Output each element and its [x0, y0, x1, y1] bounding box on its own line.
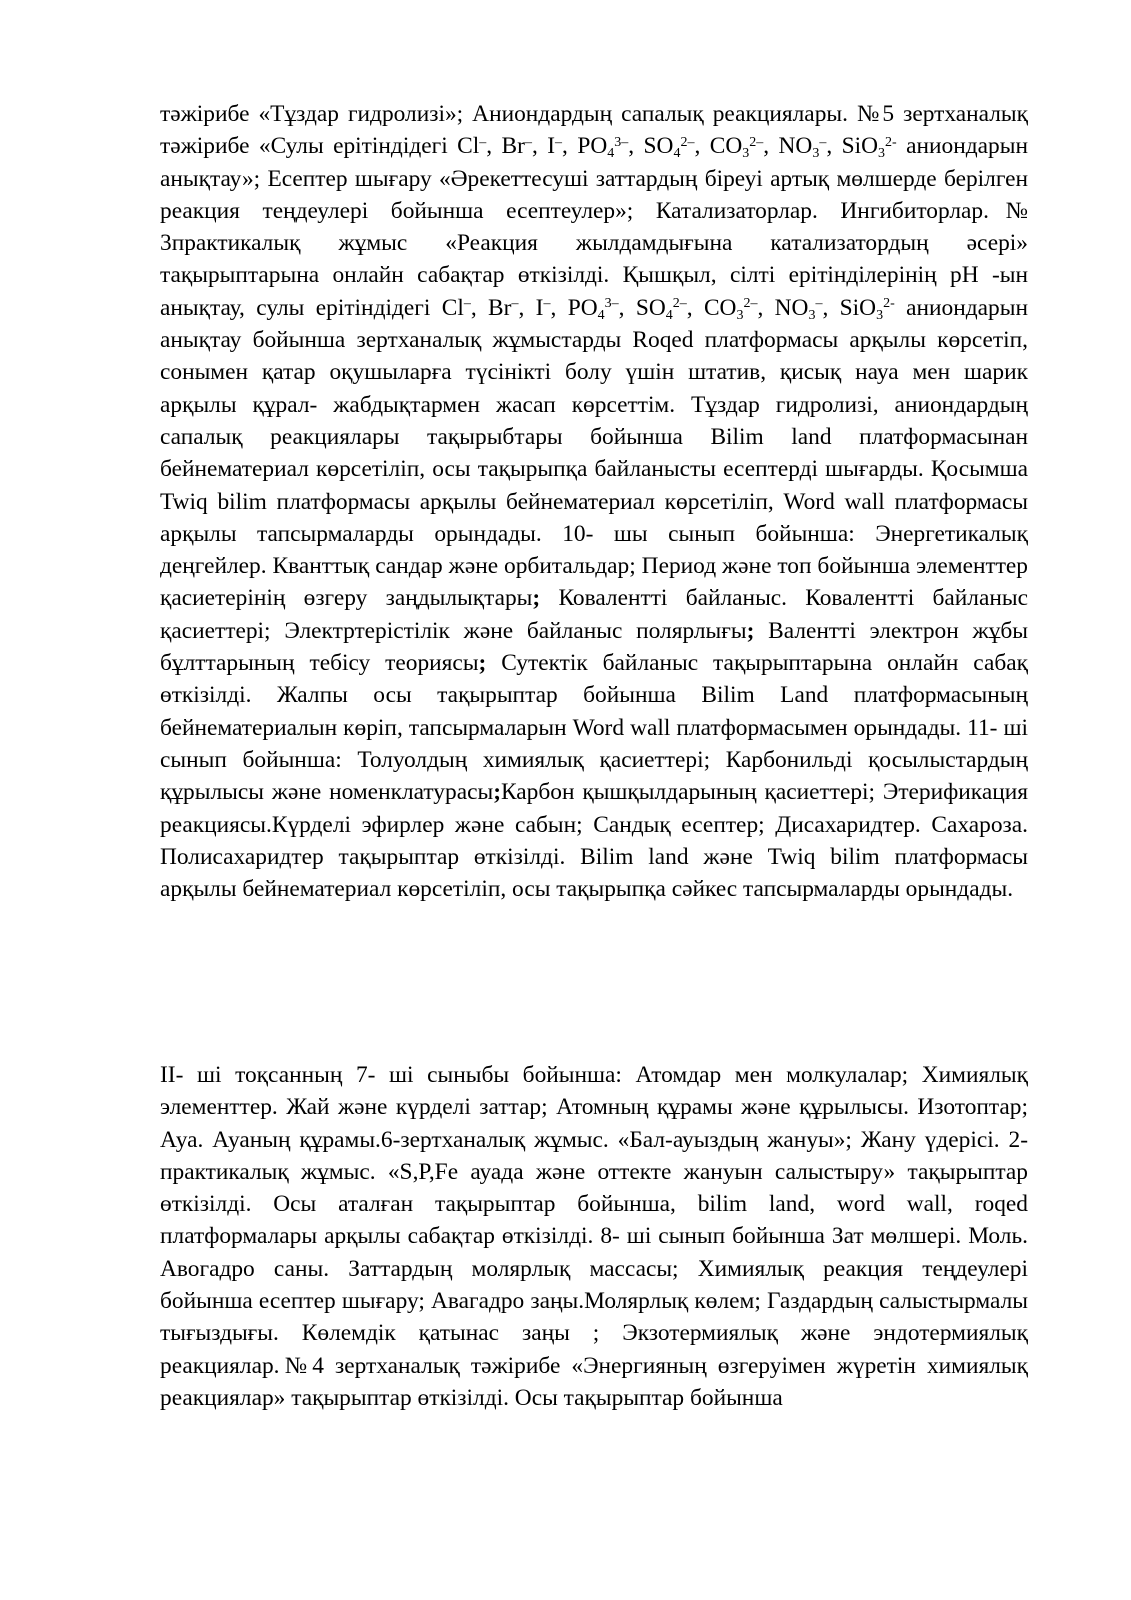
- text-segment: , PO: [550, 294, 598, 321]
- ion-subscript: 3: [742, 146, 750, 162]
- ion-charge: 2–: [680, 134, 695, 150]
- text-segment: , NO: [757, 294, 809, 321]
- ion-charge: 3–: [604, 296, 619, 312]
- ion-subscript: 3: [808, 307, 816, 323]
- text-segment: Сутектік байланыс тақырыптарына онлайн сабақ өткізілді. Жалпы осы тақырыптар бойынша Bilim Land платформасының бейнематериалын көріп, тапсырмаларын Word wall платформасымен орындады. 11- ші сынып бойынша: Толуолдың химиялық қасиеттері; Карбонильді қосылыстардың құрылысы және номенклатурасы: [160, 650, 1028, 806]
- text-segment: , SiO: [826, 133, 879, 160]
- ion-charge: 2–: [749, 134, 764, 150]
- text-segment: Ковалентті байланыс. Ковалентті байланыс қасиеттері; Электртерістілік және байланыс полярлығы: [160, 585, 1028, 644]
- ion-charge: –: [479, 134, 487, 150]
- text-segment: , PO: [562, 133, 608, 160]
- ion-charge: 2–: [743, 296, 758, 312]
- text-segment: , SiO: [822, 294, 877, 321]
- ion-subscript: 3: [878, 146, 886, 162]
- text-segment: , CO: [694, 133, 743, 160]
- ion-charge: –: [463, 296, 471, 312]
- ion-charge: 3–: [614, 134, 629, 150]
- ion-charge: –: [555, 134, 563, 150]
- text-segment: аниондарын анықтау бойынша зертханалық жұмыстарды Roqed платформасы арқылы көрсетіп, сонымен қатар оқушыларға түсінікті болу үшін штатив, қисық науа мен шарик арқылы құрал- жабдықтармен жасап көрсеттім. Тұздар гидролизі, аниондардың сапалық реакциялары тақырыбтары бойынша Bilim land платформасынан бейнематериал көрсетіліп, осы тақырыпқа байланысты есептерді шығарды. Қосымша Twiq bilim платформасы арқылы бейнематериал көрсетіліп, Word wall платформасы арқылы тапсырмаларды орындады. 10- шы сынып бойынша: Энергетикалық деңгейлер. Кванттық сандар және орбитальдар; Период және топ бойынша элементтер қасиетерінің өзгеру заңдылықтары: [160, 294, 1028, 612]
- ion-subscript: 4: [673, 146, 681, 162]
- ion-charge: –: [815, 296, 823, 312]
- text-segment: , Br: [470, 294, 512, 321]
- bold-semicolon: ;: [478, 650, 487, 677]
- paragraph-first: [160, 98, 1028, 905]
- text-segment: Валентті электрон жұбы бұлттарының тебісу теориясы: [160, 617, 1029, 677]
- text-segment: , SO: [628, 133, 674, 160]
- ion-subscript: 4: [607, 146, 615, 162]
- text-segment: аниондарын анықтау»; Есептер шығару «Әрекеттесуші заттардың біреуі артық мөлшерде берілген реакция теңдеулері бойынша есептеулер»; Катализаторлар. Ингибиторлар.№ 3практикалық жұмыс «Реакция жылдамдығына катализатордың әсері» тақырыптарына онлайн сабақтар өткізілді. Қышқыл, сілті ерітінділерінің pH -ын анықтау, сулы ерітіндідегі Cl: [160, 133, 1028, 321]
- bold-semicolon: ;: [746, 617, 755, 644]
- ion-charge: 2-: [883, 296, 895, 312]
- ion-subscript: 4: [597, 307, 605, 323]
- ion-charge: 2-: [885, 134, 897, 150]
- bold-semicolon: ;: [532, 585, 541, 612]
- text-segment: , NO: [763, 133, 813, 160]
- ion-charge: –: [524, 134, 532, 150]
- ion-charge: 2–: [672, 296, 687, 312]
- text-segment: тәжірибе «Тұздар гидролизі»; Аниондардың сапалық реакциялары. №5 зертханалық тәжірибе «Сулы ерітіндідегі Cl: [160, 101, 1028, 160]
- text-segment: , I: [531, 133, 556, 160]
- text-segment: , I: [518, 294, 544, 321]
- ion-subscript: 4: [665, 307, 673, 323]
- text-segment: Карбон қышқылдарының қасиеттері; Этерификация реакциясы.Күрделі эфирлер және сабын; Сандық есептер; Дисахаридтер. Сахароза. Полисахаридтер тақырыптар өткізілді. Bilim land және Twiq bilim платформасы арқылы бейнематериал көрсетіліп, осы тақырыпқа сәйкес тапсырмаларды орындады.: [160, 779, 1028, 903]
- text-segment: , SO: [618, 294, 666, 321]
- ion-subscript: 3: [812, 146, 820, 162]
- text-segment: , Br: [486, 133, 525, 160]
- text-segment: , CO: [686, 294, 737, 321]
- ion-charge: –: [543, 296, 551, 312]
- paragraph-second: ІІ- ші тоқсанның 7- ші сыныбы бойынша: Атомдар мен молкулалар; Химиялық элементтер. Жай және күрделі заттар; Атомның құрамы және құрылысы. Изотоптар; Ауа. Ауаның құрамы.6-зертханалық жұмыс. «Бал-ауыздың жануы»; Жану үдерісі. 2-практикалық жұмыс. «S,P,Fe ауада және оттекте жануын салыстыру» тақырыптар өткізілді. Осы аталған тақырыптар бойынша, bilim land, word wall, roqed платформалары арқылы сабақтар өткізілді. 8- ші сынып бойынша Зат мөлшері. Моль. Авогадро саны. Заттардың молярлық массасы; Химиялық реакция теңдеулері бойынша есептер шығару; Авагадро заңы.Молярлық көлем; Газдардың салыстырмалы тығыздығы. Көлемдік қатынас заңы ; Экзотермиялық және эндотермиялық реакциялар.№4 зертханалық тәжірибе «Энергияның өзгеруімен жүретін химиялық реакциялар» тақырыптар өткізілді. Осы тақырыптар бойынша: [160, 1062, 1028, 1411]
- bold-semicolon: ;: [493, 779, 501, 806]
- ion-subscript: 3: [876, 307, 884, 323]
- ion-subscript: 3: [736, 307, 744, 323]
- ion-charge: –: [819, 134, 827, 150]
- ion-charge: –: [511, 296, 519, 312]
